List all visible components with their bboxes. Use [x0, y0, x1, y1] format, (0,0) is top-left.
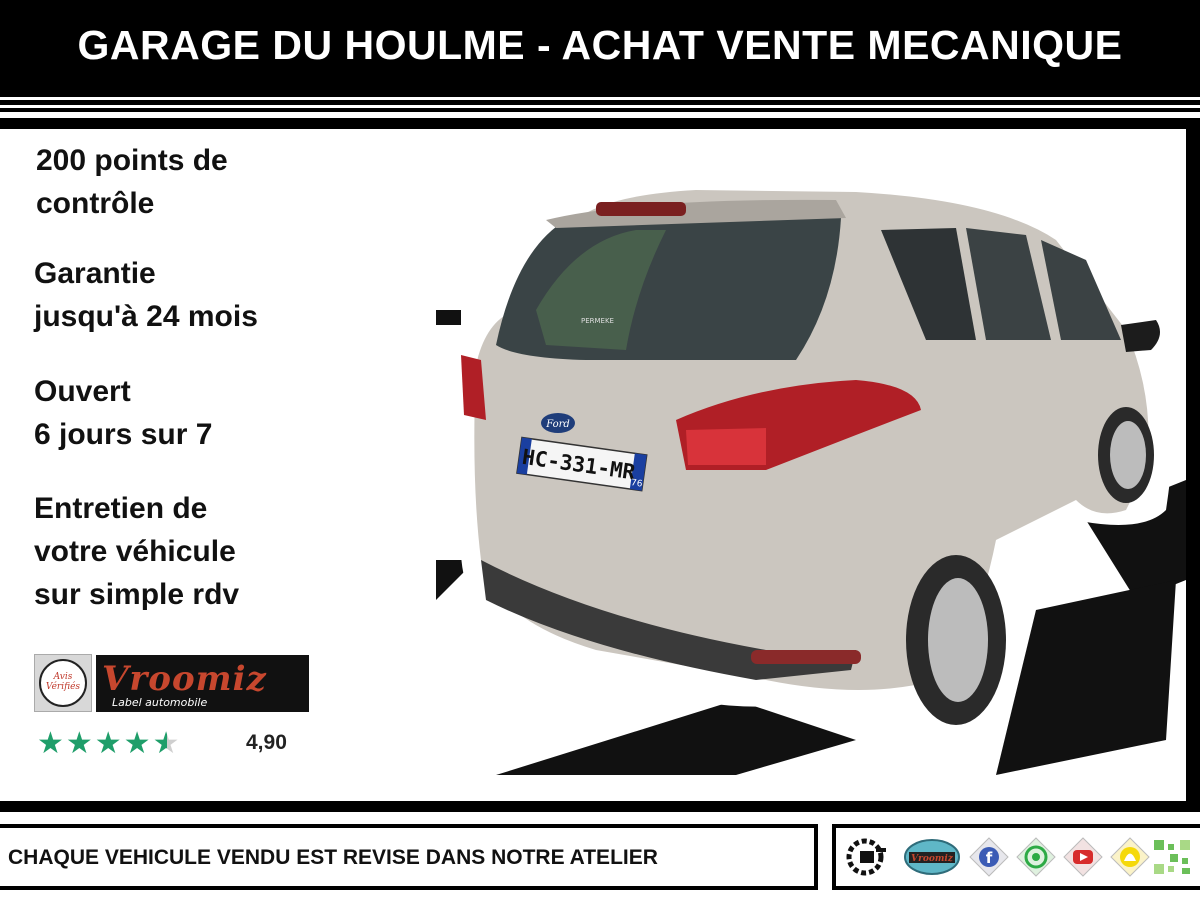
qr-code-icon[interactable]	[1152, 836, 1194, 878]
ford-badge-text: Ford	[546, 419, 570, 430]
svg-text:Vroomiz: Vroomiz	[911, 854, 953, 864]
feature-line: jusqu'à 24 mois	[34, 300, 258, 333]
youtube-icon[interactable]	[1062, 836, 1104, 878]
feature-control-points	[36, 139, 228, 225]
whatsapp-icon[interactable]	[1015, 836, 1057, 878]
snapchat-icon[interactable]	[1109, 836, 1151, 878]
vroomiz-brand: Vroomiz	[102, 659, 267, 699]
header-divider-3	[0, 118, 1200, 129]
feature-line: contrôle	[36, 187, 155, 220]
plate-number: HC-331-MR	[520, 444, 637, 485]
car-photo	[436, 180, 1186, 775]
feature-line: Ouvert	[34, 375, 131, 408]
feature-line: Garantie	[34, 257, 156, 290]
vroomiz-logo	[96, 655, 309, 712]
dealer-sticker: PERMEKE	[581, 317, 614, 325]
feature-warranty	[34, 252, 258, 338]
feature-opening-days	[34, 370, 212, 456]
feature-line: 200 points de	[36, 144, 228, 177]
avis-verifies-label: Avis Vérifiés	[45, 672, 81, 692]
avis-verifies-badge	[34, 654, 92, 712]
avis-verifies-seal	[39, 659, 87, 707]
panel-right-border	[1186, 129, 1200, 801]
page-title: GARAGE DU HOULME - ACHAT VENTE MECANIQUE	[77, 22, 1123, 68]
half-star-icon: ★	[152, 727, 182, 760]
vroomiz-badge-icon[interactable]	[903, 836, 961, 878]
header-divider-1	[0, 100, 1200, 105]
facebook-icon[interactable]	[968, 836, 1010, 878]
footer-message: CHAQUE VEHICULE VENDU EST REVISE DANS NOTRE ATELIER	[8, 846, 658, 869]
full-stars: ★★★★	[37, 727, 153, 760]
plate-region: 76	[630, 478, 643, 490]
feature-line: 6 jours sur 7	[34, 418, 213, 451]
rating-value: 4,90	[246, 731, 287, 754]
garage-logo-icon[interactable]	[846, 836, 888, 878]
footer-divider	[0, 801, 1200, 812]
header-divider-2	[0, 108, 1200, 112]
feature-line: sur simple rdv	[34, 578, 240, 611]
feature-maintenance	[34, 487, 239, 616]
feature-line: Entretien de	[34, 492, 208, 525]
star-rating	[37, 729, 181, 759]
vroomiz-subtitle: Label automobile	[112, 696, 208, 709]
feature-line: votre véhicule	[34, 535, 236, 568]
svg-text:f: f	[985, 849, 993, 867]
